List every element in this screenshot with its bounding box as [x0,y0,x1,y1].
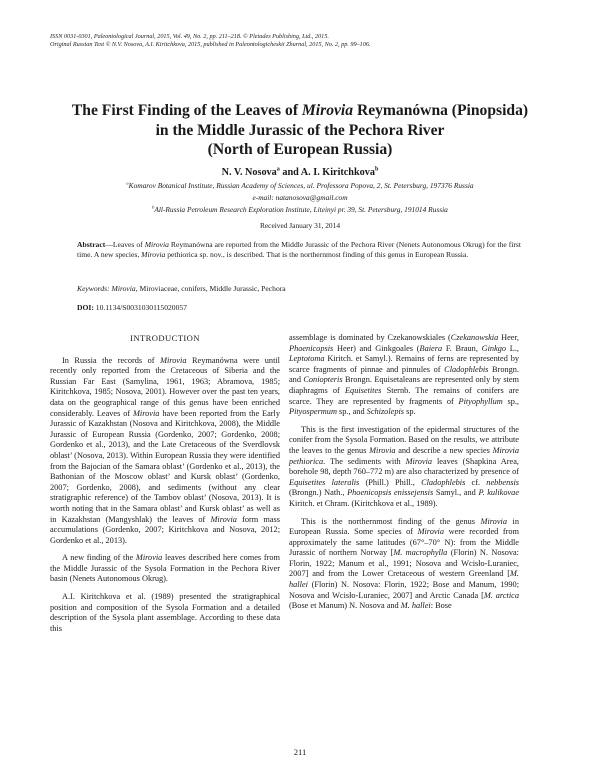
paragraph: This is the first investigation of the epidermal structures of the conifer from the Sysola Formation. Based on the results, we attribute the leaves to the genus Mirovia and describe a new species Mirovia pethiorica. The sediments with Mirovia leaves (Shapkina Area, borehole 98, depth 760–772 m) are also characterized by presence of Equisetites lateralis (Phill.) Phill., Cladophlebis cf. nebbensis (Brongn.) Nath., Phoenicopsis enissejensis Samyl., and P. kulikovae Kiritch. et Chram. (Kiritchkova et al., 1989). [289,424,520,508]
author-email: e-mail: natanosova@gmail.com [252,193,348,202]
page-number: 211 [293,747,307,757]
section-heading-introduction: INTRODUCTION [130,333,200,343]
affiliation-a: $^a$Komarov Botanical Institute, Russian Academy of Sciences, ul. Professora Popova, 2, St. Petersburg, 197376 Russia [126,180,474,190]
author-list: N. V. Nosova$^a$ and A. I. Kiritchkova$^b$ [221,166,379,178]
header-line-2: Original Russian Text © N.V. Nosova, A.I. Kiritchkova, 2015, published in Paleontologicheskii Zhurnal, 2015, No. 2, pp. 99–106. [50,41,371,48]
doi-value: 10.1134/S0031030115020057 [95,303,187,312]
doi-label: DOI: [77,303,94,312]
keywords: Keywords: Mirovia, Miroviaceae, conifers, Middle Jurassic, Pechora [77,284,286,293]
keywords-label: Keywords: [77,284,110,293]
author-2: A. I. Kiritchkova [300,167,375,178]
paragraph: A.I. Kiritchkova et al. (1989) presented the stratigraphical position and composition of the Sysola Formation and a detailed description of the Sysola plant assemblage. According to these data this [50,592,280,633]
paragraph: In Russia the records of Mirovia Reymanówna were until recently only reported from the Cretaceous of Siberia and the Russian Far East (Samylina, 1961, 1963; Abramova, 1985; Kiritchkova, 1985; Nosova, 2001). However over the past ten years, data on the geographical range of this genus have been enriched considerably. Leaves of Mirovia have been reported from the Early Jurassic of Kazakhstan (Nosova and Kiritchkova, 2008), the Middle Jurassic of European Russia (Gordenko, 2007; Gordenko, 2008; Gordenko et al., 2013), and the Late Cretaceous of the Sverdlovsk oblast’ (Nosova, 2013). Within European Russia they were identified from the Bajocian of the Samara oblast’ (Gordenko et al., 2013), the Bathonian of the Moscow oblast’ and Kursk oblast’ (Gordenko, 2007; Gordenko, 2008), and sediments (without any clear stratigraphic reference) of the Tambov oblast’ (Nosova, 2013). It is worth noting that in the Samara oblast’ and Kursk oblast’ as well as in Kazakhstan (Mangyshlak) the leaves of Mirovia form mass accumulations (Gordenko, 2007; Kiritchkova and Nosova, 2012; Gordenko et al., 2013). [50,355,280,545]
abstract: Abstract—Leaves of Mirovia Reymanówna are reported from the Middle Jurassic of the Pechora River (Nenets Autonomous Okrug) for the first time. A new species, Mirovia pethiorica sp. nov., is described. That is the northernmost finding of this genus in European Russia. [77,240,521,259]
left-column [50,333,280,641]
article-title: The First Finding of the Leaves of Mirovia Reymanówna (Pinopsida) in the Middle Jurassic of the Pechora River (North of European Russia) [71,102,529,158]
paragraph: This is the northernmost finding of the genus Mirovia in European Russia. Some species of Mirovia were recorded from approximately the same latitudes (67°–70° N): from the Middle Jurassic of northern Norway [M. macrophylla (Florin) N. Nosova: Florin, 1922; Manum et al., 1991; Nosova and Wcisło-Luraniec, 2007] and from the Lower Cretaceous of western Greenland [M. hallei (Florin) N. Nosova: Florin, 1922; Bose and Manum, 1990; Nosova and Wcisło-Luraniec, 2007] and Arctic Canada [M. arctica (Bose et Manum) N. Nosova and M. hallei: Bose [289,516,520,611]
abstract-label: Abstract [77,240,106,249]
right-column [289,333,519,619]
journal-header [50,33,550,49]
paragraph: A new finding of the Mirovia leaves described here comes from the Middle Jurassic of the Sysola Formation in the Pechora River basin (Nenets Autonomous Okrug). [50,553,280,584]
doi [77,303,521,312]
paragraph: assemblage is dominated by Czekanowskiales (Czekanowskia Heer, Phoenicopsis Heer) and Ginkgoales (Baiera F. Braun, Ginkgo L., Leptotoma Kiritch. et Samyl.). Remains of ferns are represented by scarce fragments of pinnae and pinnules of Cladophlebis Brongn. and Coniopteris Brongn. Equisetaleans are represented only by stem diaphragms of Equisetites Sternb. The remains of conifers are scarce. They are represented by fragments of Pityophyllum sp., Pityospermum sp., and Schizolepis sp. [289,333,519,417]
title-genus: Mirovia [301,102,354,119]
author-1: N. V. Nosova [221,167,277,178]
affiliation-b: $^b$All-Russia Petroleum Research Exploration Institute, Liteinyi pr. 39, St. Petersburg, 191014 Russia [152,204,448,214]
header-line-1: ISSN 0031-0301, Paleontological Journal, 2015, Vol. 49, No. 2, pp. 211–218. © Pleiades Publishing, Ltd., 2015. [50,33,329,40]
received-date: Received January 31, 2014 [259,221,341,230]
